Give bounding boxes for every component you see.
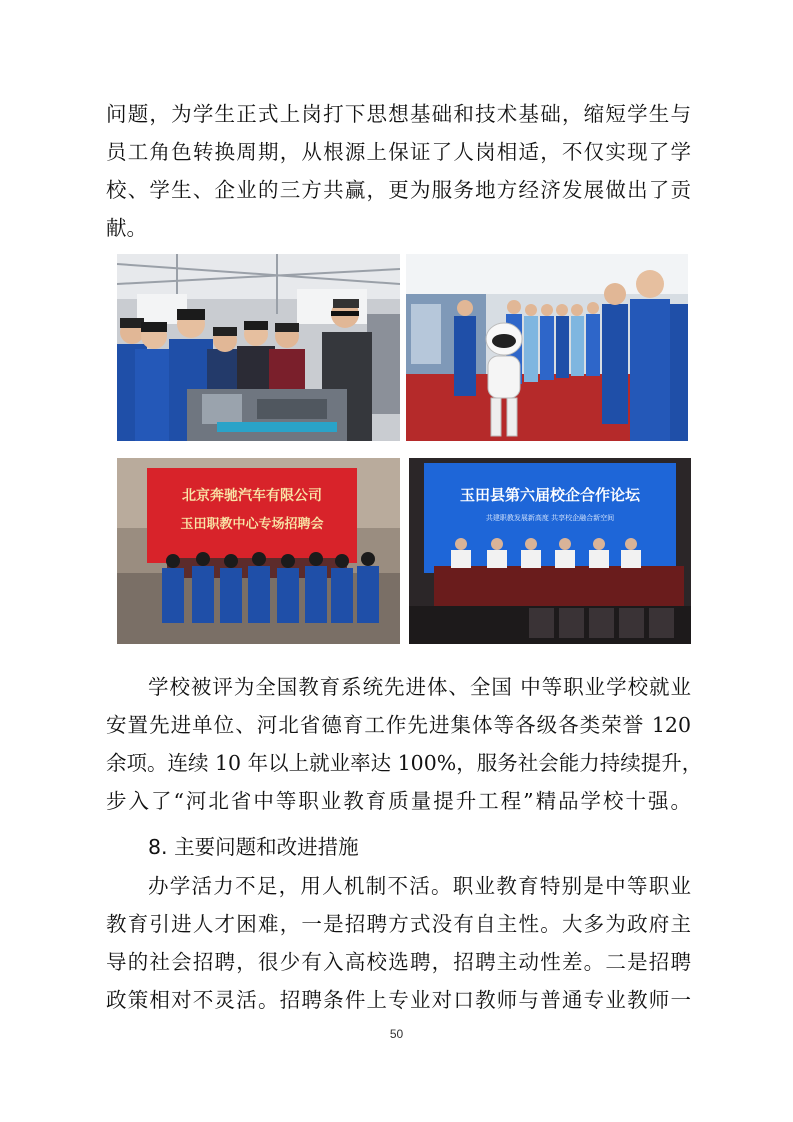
photo-robot-exhibition bbox=[406, 254, 688, 441]
photo-recruitment-fair bbox=[117, 458, 400, 644]
paragraph-2-line: 步入了“河北省中等职业教育质量提升工程”精品学校十强。 bbox=[106, 789, 691, 813]
forum-subtitle: 共建职教发展新高度 共享校企融合新空间 bbox=[485, 514, 615, 522]
paragraph-3-line: 导的社会招聘，很少有入高校选聘，招聘主动性差。二是招聘 bbox=[106, 950, 691, 974]
paragraph-1 bbox=[106, 95, 691, 247]
paragraph-2-line: 安置先进单位、河北省德育工作先进集体等各级各类荣誉 120 bbox=[106, 713, 691, 737]
banner-line-1: 北京奔驰汽车有限公司 bbox=[182, 488, 322, 504]
paragraph-3-line: 教育引进人才困难，一是招聘方式没有自主性。大多为政府主 bbox=[106, 912, 691, 936]
banner-red bbox=[147, 468, 357, 563]
section-heading: 8. 主要问题和改进措施 bbox=[148, 835, 359, 859]
photo-forum-stage bbox=[409, 458, 691, 644]
paragraph-1-line: 校、学生、企业的三方共赢，更为服务地方经济发展做出了贡 bbox=[106, 178, 691, 202]
paragraph-3 bbox=[106, 867, 691, 1019]
paragraph-1-line: 问题，为学生正式上岗打下思想基础和技术基础，缩短学生与 bbox=[106, 102, 691, 126]
paragraph-2-line: 余项。连续 10 年以上就业率达 100%，服务社会能力持续提升， bbox=[106, 751, 703, 775]
paragraph-2 bbox=[106, 668, 703, 820]
page-number: 50 bbox=[389, 1027, 404, 1041]
paragraph-2-line: 学校被评为全国教育系统先进体、全国 中等职业学校就业 bbox=[148, 675, 691, 699]
forum-title: 玉田县第六届校企合作论坛 bbox=[459, 486, 641, 504]
paragraph-1-line: 员工角色转换周期，从根源上保证了人岗相适，不仅实现了学 bbox=[106, 140, 691, 164]
paragraph-1-line: 献。 bbox=[106, 216, 147, 240]
banner-line-2: 玉田职教中心专场招聘会 bbox=[180, 517, 324, 532]
photo-workshop-training bbox=[117, 254, 400, 441]
paragraph-3-line: 办学活力不足，用人机制不活。职业教育特别是中等职业 bbox=[148, 874, 691, 898]
paragraph-3-line: 政策相对不灵活。招聘条件上专业对口教师与普通专业教师一 bbox=[106, 988, 691, 1012]
